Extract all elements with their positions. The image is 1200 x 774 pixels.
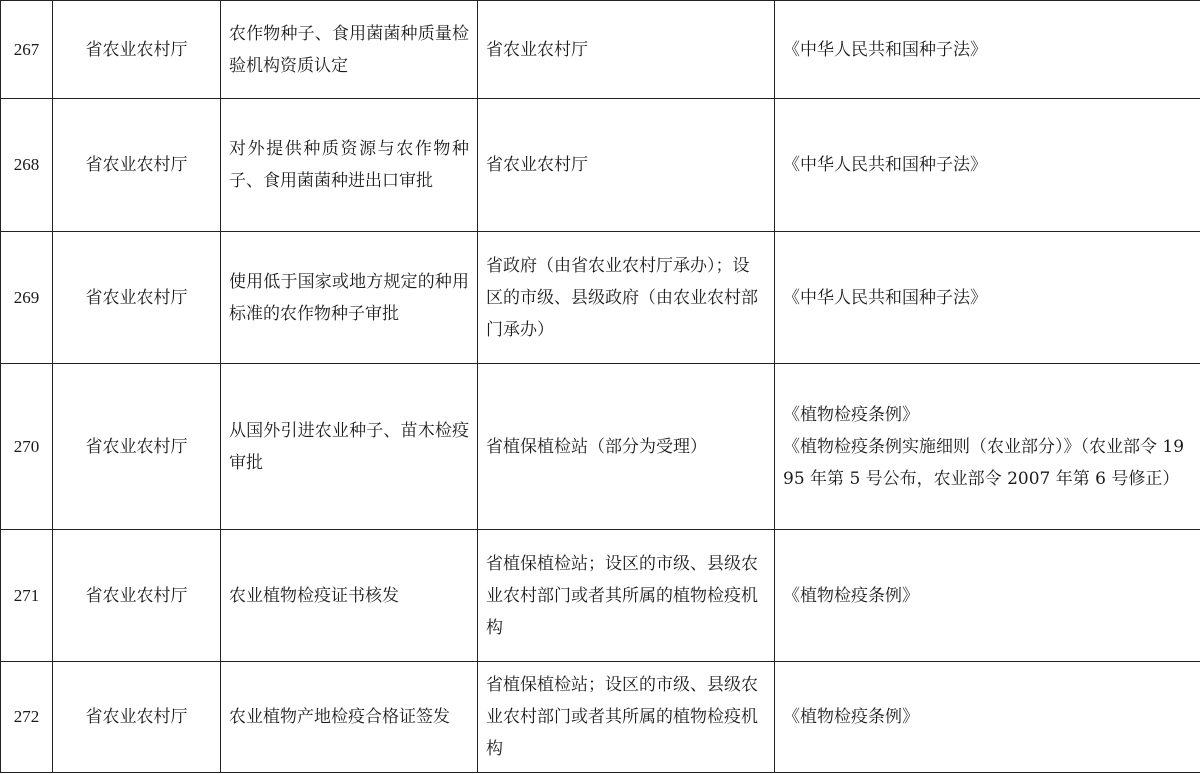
- legal-basis-cell: [775, 530, 1200, 662]
- table-row: [1, 232, 1200, 364]
- legal-basis-line: 《植物检疫条例》: [783, 404, 919, 425]
- item-name-cell: 使用低于国家或地方规定的种用标准的农作物种子审批: [221, 232, 478, 364]
- legal-basis-cell: [775, 364, 1200, 530]
- legal-basis-line: 《植物检疫条例实施细则（农业部分）》（农业部令 1995 年第 5 号公布，农业部令 2007 年第 6 号修正）: [783, 436, 1185, 489]
- department-cell: 省农业农村厅: [53, 530, 221, 662]
- legal-basis-cell: [775, 1, 1200, 99]
- legal-basis-line: 《植物检疫条例》: [783, 585, 919, 606]
- table-row: [1, 99, 1200, 232]
- legal-basis-line: 《中华人民共和国种子法》: [783, 39, 987, 60]
- implementing-authority-cell: 省政府（由省农业农村厅承办）；设区的市级、县级政府（由农业农村部门承办）: [478, 232, 775, 364]
- item-name-cell: 对外提供种质资源与农作物种子、食用菌菌种进出口审批: [221, 99, 478, 232]
- legal-basis-line: 《植物检疫条例》: [783, 707, 919, 727]
- legal-basis-cell: [775, 232, 1200, 364]
- item-name-cell: 农业植物产地检疫合格证签发: [221, 662, 478, 773]
- row-number: 272: [1, 662, 53, 773]
- implementing-authority-cell: 省植保植检站；设区的市级、县级农业农村部门或者其所属的植物检疫机构: [478, 530, 775, 662]
- implementing-authority-cell: 省农业农村厅: [478, 99, 775, 232]
- legal-basis-line: 《中华人民共和国种子法》: [783, 287, 987, 308]
- legal-basis-cell: [775, 99, 1200, 232]
- item-name-cell: 从国外引进农业种子、苗木检疫审批: [221, 364, 478, 530]
- legal-basis-cell: [775, 662, 1200, 773]
- row-number: 268: [1, 99, 53, 232]
- row-number: 270: [1, 364, 53, 530]
- row-number: 271: [1, 530, 53, 662]
- legal-basis-line: 《中华人民共和国种子法》: [783, 155, 987, 175]
- table-row: [1, 530, 1200, 662]
- item-name-cell: 农作物种子、食用菌菌种质量检验机构资质认定: [221, 1, 478, 99]
- department-cell: 省农业农村厅: [53, 364, 221, 530]
- department-cell: 省农业农村厅: [53, 1, 221, 99]
- implementing-authority-cell: 省植保植检站；设区的市级、县级农业农村部门或者其所属的植物检疫机构: [478, 662, 775, 773]
- row-number: 269: [1, 232, 53, 364]
- table-row: [1, 1, 1200, 99]
- department-cell: 省农业农村厅: [53, 99, 221, 232]
- table-row: [1, 364, 1200, 530]
- implementing-authority-cell: 省农业农村厅: [478, 1, 775, 99]
- table-row: [1, 662, 1200, 773]
- item-name-cell: 农业植物检疫证书核发: [221, 530, 478, 662]
- row-number: 267: [1, 1, 53, 99]
- department-cell: 省农业农村厅: [53, 232, 221, 364]
- implementing-authority-cell: 省植保植检站（部分为受理）: [478, 364, 775, 530]
- department-cell: 省农业农村厅: [53, 662, 221, 773]
